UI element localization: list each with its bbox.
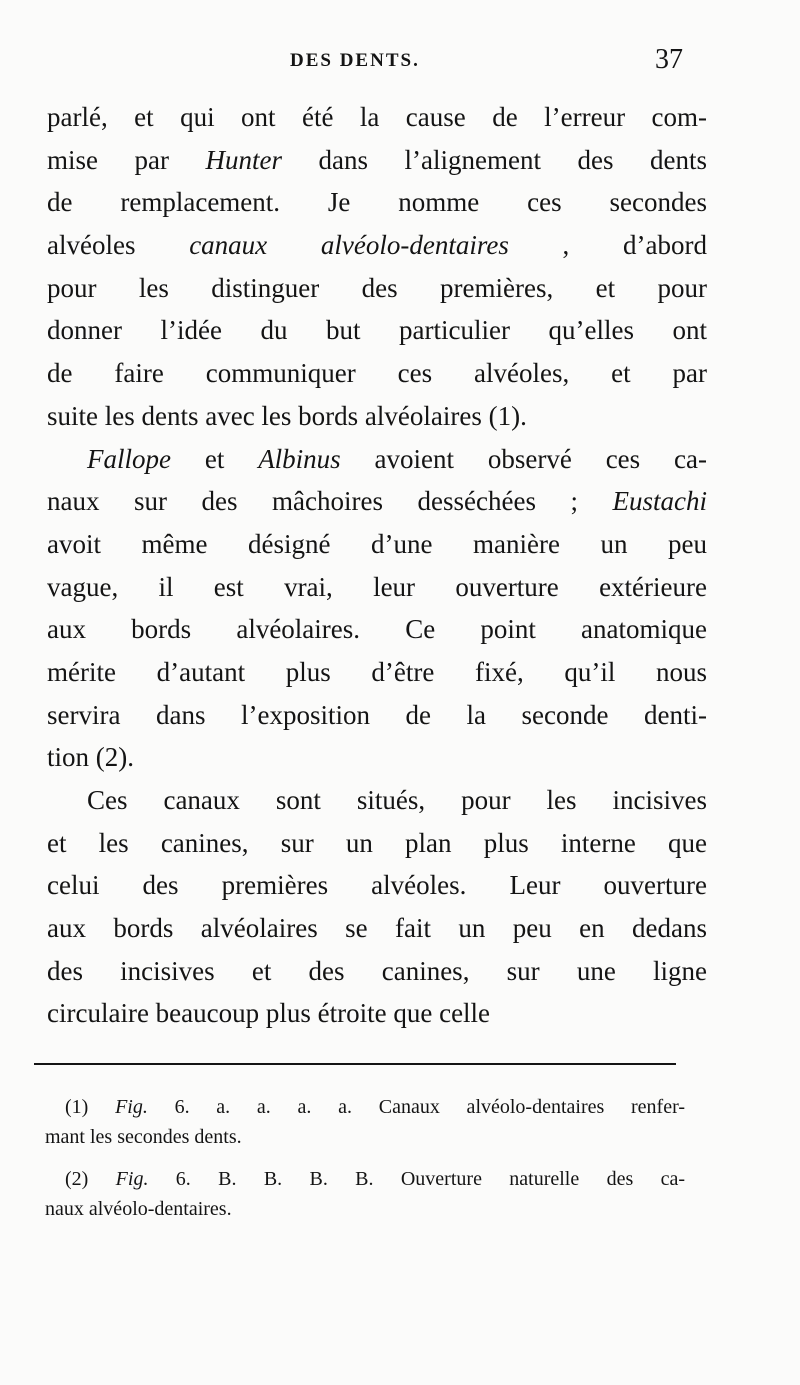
text-line [47, 864, 707, 907]
text-run: tion (2). [47, 742, 134, 773]
text-line [47, 907, 707, 950]
text-run: circulaire beaucoup plus étroite que celle [47, 998, 491, 1029]
text-line [47, 309, 707, 352]
text-run: parlé, et qui ont été la cause de l’erreur com- [47, 102, 707, 132]
page-header [0, 44, 800, 84]
italic-text: canaux alvéolo-dentaires [189, 230, 509, 261]
text-run: vague, il est vrai, leur ouverture extérieure [47, 571, 707, 602]
text-run: celui des premières alvéoles. Leur ouverture [47, 870, 707, 901]
text-run: alvéoles [47, 230, 190, 261]
text-run: (2) [65, 1168, 116, 1190]
paragraph [47, 438, 707, 780]
text-run: des incisives et des canines, sur une ligne [47, 955, 707, 986]
text-line [47, 822, 707, 865]
text-line [47, 438, 707, 481]
text-run: mérite d’autant plus d’être fixé, qu’il nous [47, 656, 707, 687]
paragraph [47, 96, 707, 438]
text-line [47, 950, 707, 993]
text-run: avoit même désigné d’une manière un peu [47, 528, 707, 559]
text-line [45, 1092, 685, 1122]
text-run: 6. a. a. a. a. Canaux alvéolo-dentaires renfer- [147, 1096, 686, 1118]
text-run: aux bords alvéolaires se fait un peu en dedans [47, 913, 707, 944]
footnotes [45, 1092, 685, 1236]
text-run: pour les distinguer des premières, et pour [47, 272, 707, 303]
text-line [47, 480, 707, 523]
text-run: (1) [65, 1096, 116, 1118]
text-line [47, 96, 707, 139]
text-line [47, 352, 707, 395]
text-run: naux alvéolo-dentaires. [45, 1198, 232, 1220]
text-line [47, 608, 707, 651]
text-run: avoient observé ces ca- [340, 443, 707, 474]
text-run: 6. B. B. B. B. Ouverture naturelle des ca- [148, 1168, 686, 1190]
text-line [47, 992, 707, 1035]
footnote [45, 1092, 685, 1152]
italic-text: Hunter [205, 144, 282, 175]
text-line [47, 181, 707, 224]
text-run: , d’abord [508, 230, 707, 261]
italic-text: Fig. [115, 1096, 148, 1118]
text-run: Ces canaux sont situés, pour les incisives [87, 785, 707, 815]
text-run: suite les dents avec les bords alvéolaires (1). [47, 400, 527, 431]
text-run: mant les secondes dents. [45, 1126, 242, 1148]
text-run: de remplacement. Je nomme ces secondes [47, 187, 707, 218]
running-head: DES DENTS. [290, 50, 420, 71]
text-run: de faire communiquer ces alvéoles, et par [47, 358, 707, 389]
text-line [47, 651, 707, 694]
italic-text: Fig. [115, 1168, 149, 1190]
text-line [47, 736, 707, 779]
footnote [45, 1164, 685, 1224]
text-line [47, 566, 707, 609]
text-line [47, 395, 707, 438]
text-line [45, 1164, 685, 1194]
text-line [47, 523, 707, 566]
text-line [47, 224, 707, 267]
text-run: mise par [47, 144, 206, 175]
text-line [47, 267, 707, 310]
page-number: 37 [655, 44, 683, 75]
italic-text: Eustachi [612, 486, 707, 517]
footnote-divider [34, 1063, 676, 1065]
text-run: donner l’idée du but particulier qu’elles ont [47, 315, 707, 346]
paragraph [47, 779, 707, 1035]
text-line [47, 694, 707, 737]
text-run: et [170, 443, 259, 474]
italic-text: Fallope [87, 443, 171, 474]
text-run: naux sur des mâchoires desséchées ; [47, 486, 613, 517]
text-line [45, 1194, 685, 1224]
text-line [47, 779, 707, 822]
body-text [47, 96, 707, 1035]
text-run: aux bords alvéolaires. Ce point anatomique [47, 614, 707, 645]
text-run: et les canines, sur un plan plus interne que [47, 827, 707, 858]
italic-text: Albinus [258, 443, 341, 474]
text-run: servira dans l’exposition de la seconde denti- [47, 699, 707, 730]
text-line [47, 139, 707, 182]
text-line [45, 1122, 685, 1152]
text-run: dans l’alignement des dents [282, 144, 707, 175]
